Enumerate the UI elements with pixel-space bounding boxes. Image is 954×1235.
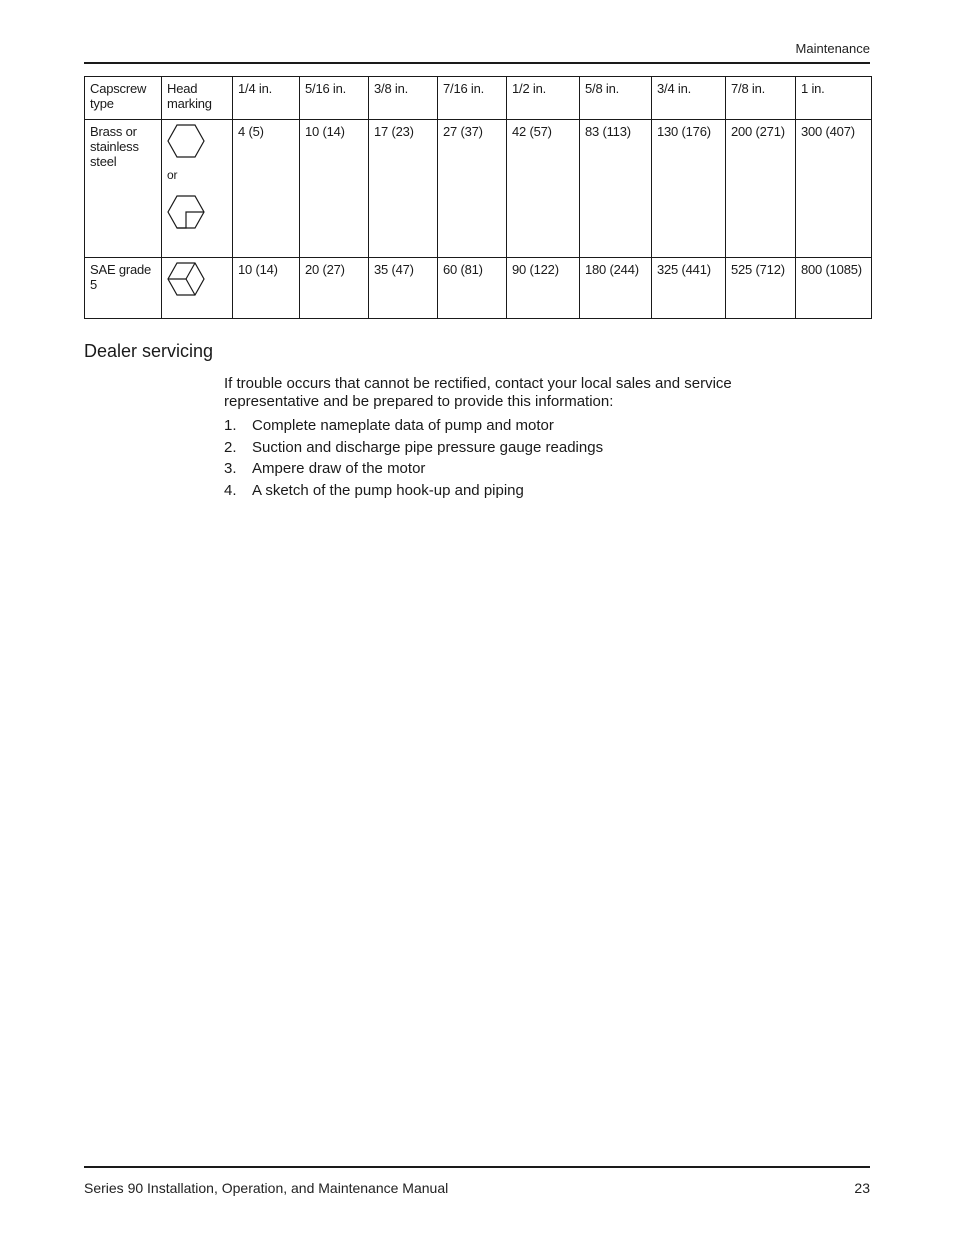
info-list [224,417,824,500]
footer-rule [84,1166,870,1168]
torque-value-cell: 20 (27) [300,258,369,319]
torque-value-cell: 180 (244) [580,258,652,319]
column-header-size: 5/8 in. [580,77,652,120]
dealer-servicing-body [224,375,824,503]
table-row [85,258,872,319]
list-number: 3. [224,460,237,477]
torque-value-cell: 17 (23) [369,120,438,258]
head-marking-cell [162,258,233,319]
page-number: 23 [854,1180,870,1196]
column-header-size: 3/4 in. [652,77,726,120]
column-header-size: 1/2 in. [507,77,580,120]
list-item [224,417,824,435]
list-number: 2. [224,438,237,456]
list-item [224,482,824,500]
list-number: 1. [224,417,237,434]
capscrew-type-cell: SAE grade 5 [85,258,162,319]
list-item [224,460,824,478]
capscrew-torque-table [84,76,872,319]
list-number: 4. [224,481,237,499]
torque-value-cell: 83 (113) [580,120,652,258]
torque-value-cell: 130 (176) [652,120,726,258]
torque-value-cell: 27 (37) [438,120,507,258]
table-header-row [85,77,872,120]
torque-value-cell: 42 (57) [507,120,580,258]
table-row [85,120,872,258]
torque-value-cell: 525 (712) [726,258,796,319]
torque-value-cell: 35 (47) [369,258,438,319]
column-header-head-marking: Head marking [162,77,233,120]
column-header-size: 1/4 in. [233,77,300,120]
running-header: Maintenance [795,41,870,56]
list-text: A sketch of the pump hook-up and piping [252,481,524,499]
torque-value-cell: 300 (407) [796,120,872,258]
hexagon-three-radial-lines-icon [167,262,205,296]
list-text: Ampere draw of the motor [252,460,426,477]
torque-value-cell: 10 (14) [233,258,300,319]
column-header-size: 3/8 in. [369,77,438,120]
section-title-dealer-servicing: Dealer servicing [84,341,214,361]
intro-paragraph: If trouble occurs that cannot be rectified, contact your local sales and service representative and be prepared to provide this information: [224,375,732,410]
torque-value-cell: 60 (81) [438,258,507,319]
capscrew-type-cell: Brass or stainless steel [85,120,162,258]
header-rule [84,62,870,64]
column-header-size: 1 in. [796,77,872,120]
list-item [224,439,824,457]
torque-value-cell: 800 (1085) [796,258,872,319]
torque-value-cell: 10 (14) [300,120,369,258]
torque-value-cell: 4 (5) [233,120,300,258]
hexagon-with-corner-line-icon [167,195,205,229]
plain-hexagon-icon [167,124,205,158]
column-header-capscrew-type: Capscrew type [85,77,162,120]
column-header-size: 7/16 in. [438,77,507,120]
torque-value-cell: 90 (122) [507,258,580,319]
column-header-size: 7/8 in. [726,77,796,120]
torque-value-cell: 325 (441) [652,258,726,319]
column-header-size: 5/16 in. [300,77,369,120]
list-text: Suction and discharge pipe pressure gauge readings [252,438,604,456]
or-label: or [167,168,178,182]
head-marking-cell [162,120,233,258]
list-text: Complete nameplate data of pump and motor [252,417,554,434]
torque-value-cell: 200 (271) [726,120,796,258]
footer-manual-title: Series 90 Installation, Operation, and Maintenance Manual [84,1180,449,1196]
